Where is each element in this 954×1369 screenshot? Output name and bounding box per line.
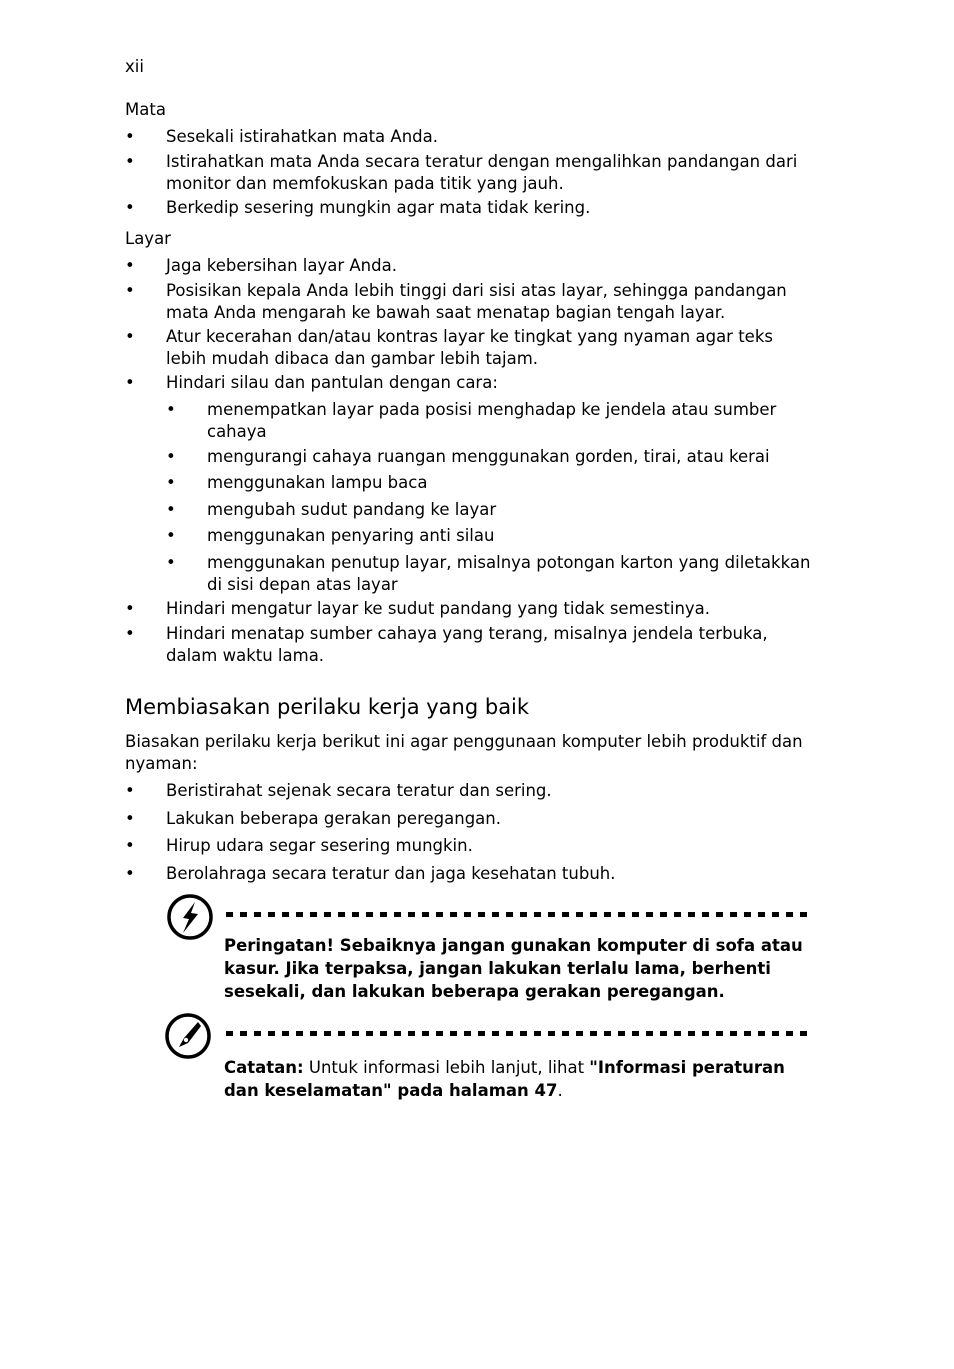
page-number: xii bbox=[125, 57, 144, 76]
warning-divider bbox=[226, 912, 810, 917]
note-body: Untuk informasi lebih lanjut, lihat bbox=[303, 1058, 590, 1077]
note-divider bbox=[226, 1031, 810, 1036]
section-label-mata: Mata bbox=[125, 100, 166, 119]
note-text bbox=[224, 1056, 814, 1102]
section-intro: Biasakan perilaku kerja berikut ini agar penggunaan komputer lebih produktif dan nyaman: bbox=[125, 732, 803, 773]
note-end: . bbox=[557, 1081, 563, 1100]
warning-lightning-icon bbox=[166, 893, 214, 947]
section-label-layar: Layar bbox=[125, 229, 171, 248]
note-label: Catatan: bbox=[224, 1058, 304, 1077]
note-pen-icon bbox=[164, 1012, 212, 1066]
warning-text: Peringatan! Sebaiknya jangan gunakan komputer di sofa atau kasur. Jika terpaksa, jangan lakukan terlalu lama, berhenti sesekali, dan lakukan beberapa gerakan peregangan. bbox=[224, 936, 803, 1001]
note-reference-link[interactable]: "Informasi peraturan dan keselamatan" pada halaman 47 bbox=[224, 1058, 785, 1100]
section-heading: Membiasakan perilaku kerja yang baik bbox=[125, 695, 530, 719]
